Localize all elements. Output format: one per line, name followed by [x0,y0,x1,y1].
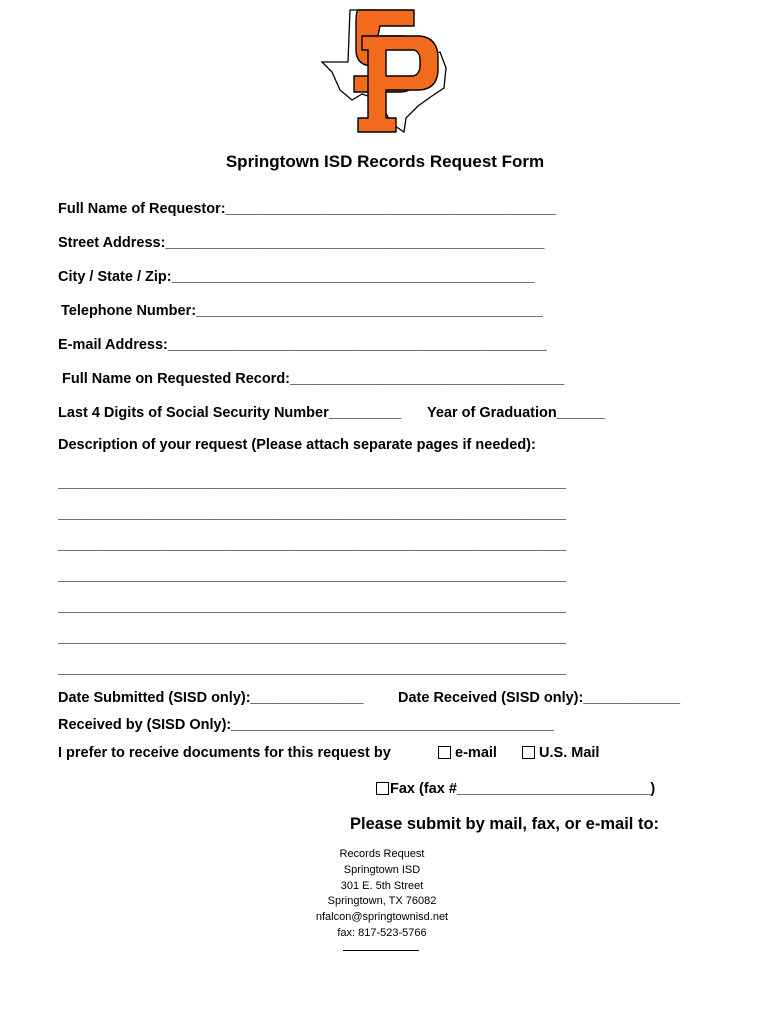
fax-option[interactable] [376,780,655,798]
email-option[interactable] [438,744,497,762]
date-received-field[interactable]: Date Received (SISD only):____________ [398,690,681,706]
fax-checkbox[interactable] [376,782,389,795]
telephone-field[interactable]: Telephone Number:___________________________________________ [61,303,543,319]
description-line[interactable]: _______________________________________________________________ [58,506,567,522]
description-line[interactable]: _______________________________________________________________ [58,475,567,491]
sp-letters-icon [354,10,438,132]
email-field[interactable]: E-mail Address:_______________________________________________ [58,337,547,353]
received-by-field[interactable]: Received by (SISD Only):________________________________________ [58,717,554,733]
ssn-last4-field[interactable]: Last 4 Digits of Social Security Number_________ [58,405,402,421]
address-line: Springtown ISD [343,863,421,876]
description-line[interactable]: _______________________________________________________________ [58,568,567,584]
email-option-label: e-mail [455,745,497,761]
address-fax: fax: 817-523-5766 [337,926,427,939]
us-mail-checkbox[interactable] [522,746,535,759]
graduation-year-field[interactable]: Year of Graduation______ [427,405,606,421]
address-line: Records Request [339,848,425,860]
description-label: Description of your request (Please attach separate pages if needed): [58,437,536,453]
street-address-field[interactable]: Street Address:_______________________________________________ [58,235,545,251]
divider [343,950,419,951]
form-title: Springtown ISD Records Request Form [225,152,545,171]
us-mail-option[interactable] [522,744,599,762]
full-name-field[interactable]: Full Name of Requestor:_________________________________________ [58,201,557,217]
description-line[interactable]: _______________________________________________________________ [58,661,567,677]
delivery-preference-label: I prefer to receive documents for this request by [58,745,391,761]
record-name-field[interactable]: Full Name on Requested Record:__________________________________ [62,371,565,387]
description-line[interactable]: _______________________________________________________________ [58,537,567,553]
springtown-sp-logo [318,2,452,136]
address-line: Springtown, TX 76082 [327,895,437,908]
address-line: 301 E. 5th Street [340,879,424,892]
submit-instructions-heading: Please submit by mail, fax, or e-mail to: [350,815,660,833]
description-line[interactable]: _______________________________________________________________ [58,599,567,615]
email-checkbox[interactable] [438,746,451,759]
fax-option-label: Fax (fax #________________________) [390,781,656,797]
us-mail-option-label: U.S. Mail [539,745,600,761]
city-state-zip-field[interactable]: City / State / Zip:_____________________________________________ [58,269,535,285]
date-submitted-field[interactable]: Date Submitted (SISD only):______________ [58,690,364,706]
description-line[interactable]: _______________________________________________________________ [58,630,567,646]
mailing-address [0,847,764,942]
address-email[interactable]: nfalcon@springtownisd.net [315,911,449,924]
